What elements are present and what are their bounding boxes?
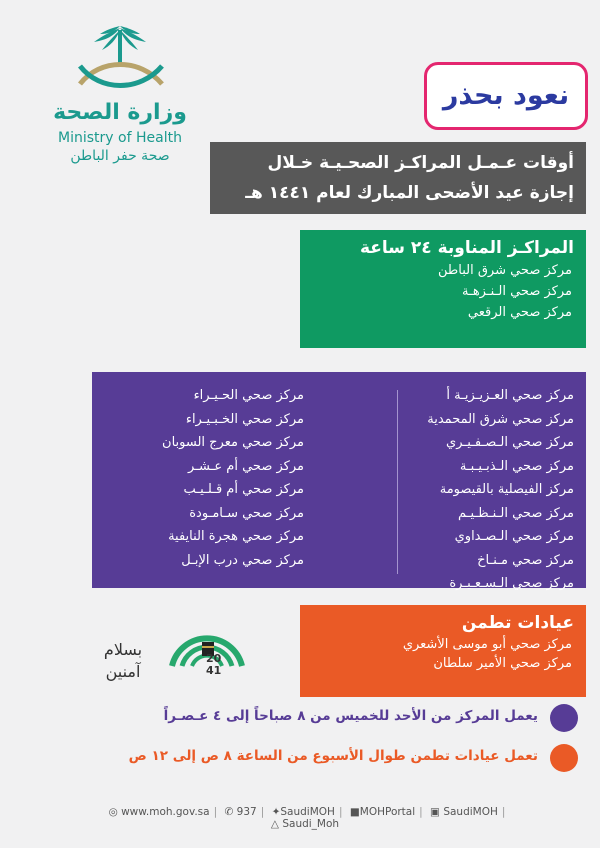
orange-dot-icon — [550, 744, 578, 772]
tataman-clinics-box — [300, 605, 586, 697]
list-item: مركز صحي الأمير سلطان — [433, 656, 572, 671]
list-item: مركز صحي الـذبـيـبـة — [459, 458, 574, 474]
centers-left-column — [84, 384, 304, 572]
moh-english-name: Ministry of Health — [58, 130, 182, 146]
list-item: مركز صحي شرق المحمدية — [427, 411, 574, 427]
footer-twitter[interactable]: ✦SaudiMOH — [271, 806, 335, 818]
campaign-label: نعود بحذر — [442, 80, 570, 111]
footer-contacts: ◎ www.moh.gov.sa | ✆ 937 | ✦SaudiMOH | ■MOHPortal | ▣ SaudiMOH | △ Saudi_Moh — [108, 806, 506, 830]
title-line-1: أوقات عـمـل المراكـز الصحـيـة خـلال — [267, 153, 574, 173]
list-item: مركز صحي الحـيـراء — [193, 388, 304, 403]
list-item: مركز صحي أم قـلـيـب — [183, 482, 304, 497]
list-item: مركز صحي مـنـاخ — [477, 552, 574, 568]
on-call-centers-box — [300, 230, 586, 348]
page-title — [210, 142, 586, 214]
list-item: مركز صحي أم عـشـر — [188, 458, 304, 474]
list-item: مركز صحي الـنـظـيـم — [458, 505, 574, 521]
footer-phone[interactable]: ✆ 937 — [224, 806, 257, 818]
note-text: يعمل المركز من الأحد للخميس من ٨ صباحاً إلى ٤ عـصـراً — [163, 708, 538, 724]
health-centers-box — [92, 372, 586, 591]
list-item: مركز صحي أبو موسى الأشعري — [402, 637, 572, 652]
footer-instagram[interactable]: ▣ SaudiMOH — [430, 806, 498, 818]
palm-swords-emblem-icon — [70, 22, 170, 98]
instagram-icon: ▣ — [430, 806, 440, 818]
list-item: مركز الفيصلية بالقيصومة — [439, 482, 574, 497]
list-item: مركز صحي الرقعي — [467, 305, 572, 320]
centers-right-column — [354, 384, 574, 596]
moh-logo — [30, 22, 210, 172]
clinics-heading: عيادات تطمن — [461, 613, 574, 633]
list-item: مركز صحي الخـبـيـراء — [185, 411, 304, 427]
vision-year-top: 20 — [206, 652, 222, 665]
list-item: مركز صحي الـصـفـيـري — [446, 435, 574, 450]
footer-portal[interactable]: ■MOHPortal — [349, 806, 416, 818]
note-text: تعمل عيادات تطمن طوال الأسبوع من الساعة ٨ ص إلى ١٢ ص — [128, 748, 538, 764]
list-item: مركز صحي سـامـودة — [189, 505, 304, 521]
footer-snapchat[interactable]: △ Saudi_Moh — [270, 818, 340, 830]
campaign-badge — [424, 62, 588, 130]
portal-icon: ■ — [349, 806, 360, 818]
purple-dot-icon — [550, 704, 578, 732]
list-item: مركز صحي العـزيـزيـة أ — [446, 388, 574, 403]
footer-website[interactable]: ◎ www.moh.gov.sa — [108, 806, 210, 818]
on-call-heading: المراكـز المناوبة ٢٤ ساعة — [359, 238, 574, 258]
moh-arabic-name: وزارة الصحة — [53, 100, 187, 125]
vision-line-2: آمنين — [105, 662, 141, 681]
vision-year-bottom: 41 — [206, 664, 222, 677]
list-item: مركز صحي معرج السوبان — [162, 435, 304, 450]
note-clinics-hours — [78, 744, 578, 774]
snapchat-icon: △ — [270, 818, 279, 830]
globe-icon: ◎ — [108, 806, 118, 818]
list-item: مركز صحي الـنـزهـة — [462, 284, 572, 299]
list-item: مركز صحي شرق الباطن — [437, 263, 572, 278]
column-divider — [397, 390, 398, 574]
list-item: مركز صحي هجرة النايفية — [168, 529, 304, 544]
list-item: مركز صحي درب الإبـل — [181, 552, 304, 568]
title-line-2: إجازة عيد الأضحى المبارك لعام ١٤٤١ هـ — [245, 183, 574, 203]
branch-name: صحة حفر الباطن — [70, 148, 170, 164]
list-item: مركز صحي الـصـداوي — [454, 529, 574, 544]
phone-icon: ✆ — [224, 806, 234, 818]
list-item: مركز صحي الـسـعـيـرة — [449, 576, 574, 591]
vision-line-1: بسلام — [103, 640, 143, 659]
note-centers-hours — [78, 704, 578, 734]
vision-logo — [88, 600, 288, 700]
twitter-icon: ✦ — [271, 806, 281, 818]
